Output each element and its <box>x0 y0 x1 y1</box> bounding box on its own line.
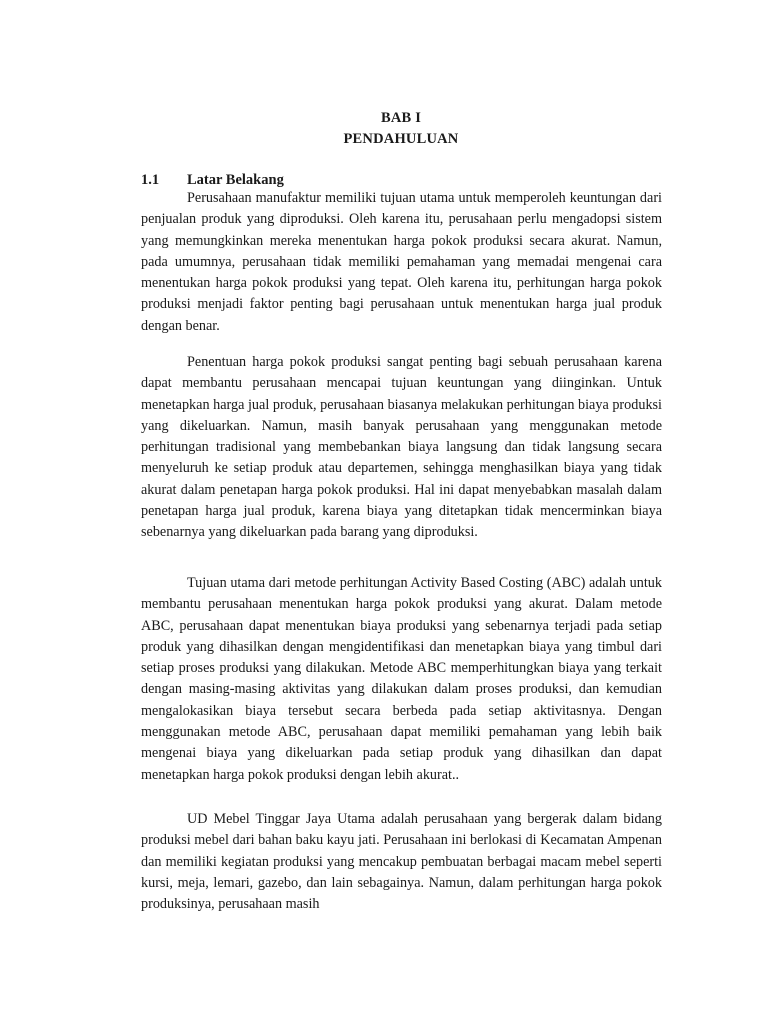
paragraph: Perusahaan manufaktur memiliki tujuan utama untuk memperoleh keuntungan dari penjualan produk yang diproduksi. Oleh karena itu, perusahaan perlu mengadopsi sistem yang memungkinkan mereka menentukan harga pokok produksi secara akurat. Namun, pada umumnya, perusahaan tidak memiliki pemahaman yang memadai mengenai cara menentukan harga pokok produksi yang tepat. Oleh karena itu, perhitungan harga pokok produksi menjadi faktor penting bagi perusahaan untuk menentukan harga jual produk dengan benar. <box>141 190 662 334</box>
section-number: 1.1 <box>141 172 160 188</box>
paragraph-block-1 <box>141 188 662 337</box>
paragraph: Tujuan utama dari metode perhitungan Activity Based Costing (ABC) adalah untuk membantu perusahaan menentukan harga pokok produksi yang akurat. Dalam metode ABC, perusahaan dapat menentukan biaya produksi yang sebenarnya terjadi pada setiap produk yang dihasilkan dengan mengidentifikasi dan menetapkan biaya yang timbul dari setiap proses produksi yang dilakukan. Metode ABC memperhitungkan biaya yang terkait dengan masing-masing aktivitas yang dilakukan dalam proses produksi, dan kemudian mengalokasikan biaya tersebut secara berbeda pada setiap aktivitasnya. Dengan menggunakan metode ABC, perusahaan dapat memiliki pemahaman yang lebih baik mengenai biaya yang dikeluarkan pada setiap produk yang dihasilkan dan dapat menetapkan harga pokok produksi dengan lebih akurat.. <box>141 575 662 783</box>
paragraph: UD Mebel Tinggar Jaya Utama adalah perusahaan yang bergerak dalam bidang produksi mebel dari bahan baku kayu jati. Perusahaan ini berlokasi di Kecamatan Ampenan dan memiliki kegiatan produksi yang mencakup pembuatan berbagai macam mebel seperti kursi, meja, lemari, gazebo, dan lain sebagainya. Namun, dalam perhitungan harga pokok produksinya, perusahaan masih <box>141 811 662 913</box>
paragraph: Penentuan harga pokok produksi sangat penting bagi sebuah perusahaan karena dapat membantu perusahaan mencapai tujuan keuntungan yang diinginkan. Untuk menetapkan harga jual produk, perusahaan biasanya melakukan perhitungan biaya produksi yang dikeluarkan. Namun, masih banyak perusahaan yang menggunakan metode perhitungan tradisional yang membebankan biaya langsung dan tidak langsung secara menyeluruh ke setiap produk atau departemen, sehingga menghasilkan biaya yang tidak akurat dalam penetapan harga pokok produksi. Hal ini dapat menyebabkan masalah dalam penetapan harga jual produk, karena biaya yang ditetapkan tidak mencerminkan biaya sebenarnya yang dikeluarkan pada barang yang diproduksi. <box>141 354 662 541</box>
section-title: Latar Belakang <box>187 172 284 188</box>
section-heading <box>141 172 284 189</box>
paragraph-block-4 <box>141 809 662 915</box>
paragraph-block-2 <box>141 352 662 544</box>
chapter-heading: BAB I <box>380 110 422 126</box>
paragraph-block-3 <box>141 573 662 786</box>
chapter-title: PENDAHULUAN <box>343 131 459 147</box>
